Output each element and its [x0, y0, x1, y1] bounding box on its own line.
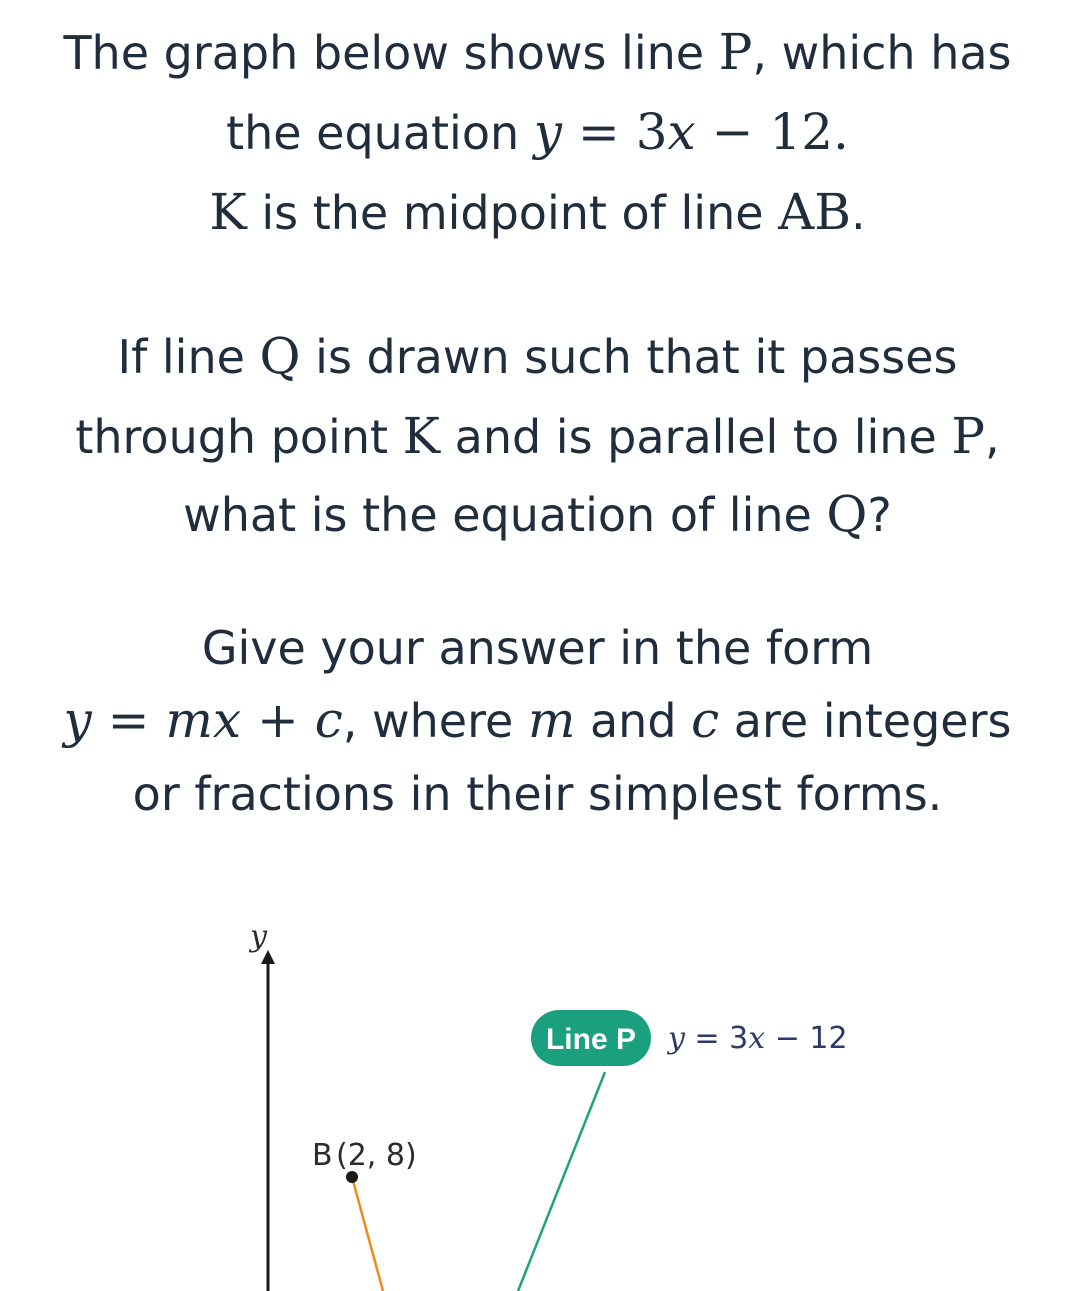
- y-axis-label: y: [250, 919, 267, 954]
- line-p-label: Line P: [545, 1023, 637, 1056]
- graph: [0, 900, 1075, 1291]
- instruction-line-2: y = mx + c, where m and c are integers: [63, 691, 1012, 749]
- question-line-4: If line Q is drawn such that it passes: [117, 327, 958, 385]
- question-line-5: through point K and is parallel to line P,: [75, 407, 1000, 465]
- point-b-label: B: [312, 1138, 333, 1173]
- line-p-equation: y = 3x − 12: [668, 1021, 848, 1056]
- question-line-3: K is the midpoint of line AB.: [209, 183, 866, 241]
- line-p: [518, 1072, 605, 1291]
- question-line-6: what is the equation of line Q?: [183, 485, 892, 543]
- instruction-line-1: Give your answer in the form: [201, 621, 874, 675]
- point-b-coords: (2, 8): [336, 1138, 417, 1173]
- instruction-line-3: or fractions in their simplest forms.: [132, 767, 943, 821]
- question-line-1: The graph below shows line P, which has: [63, 23, 1012, 81]
- question-line-2: the equation y = 3x − 12.: [226, 103, 849, 161]
- segment-ab: [352, 1177, 383, 1291]
